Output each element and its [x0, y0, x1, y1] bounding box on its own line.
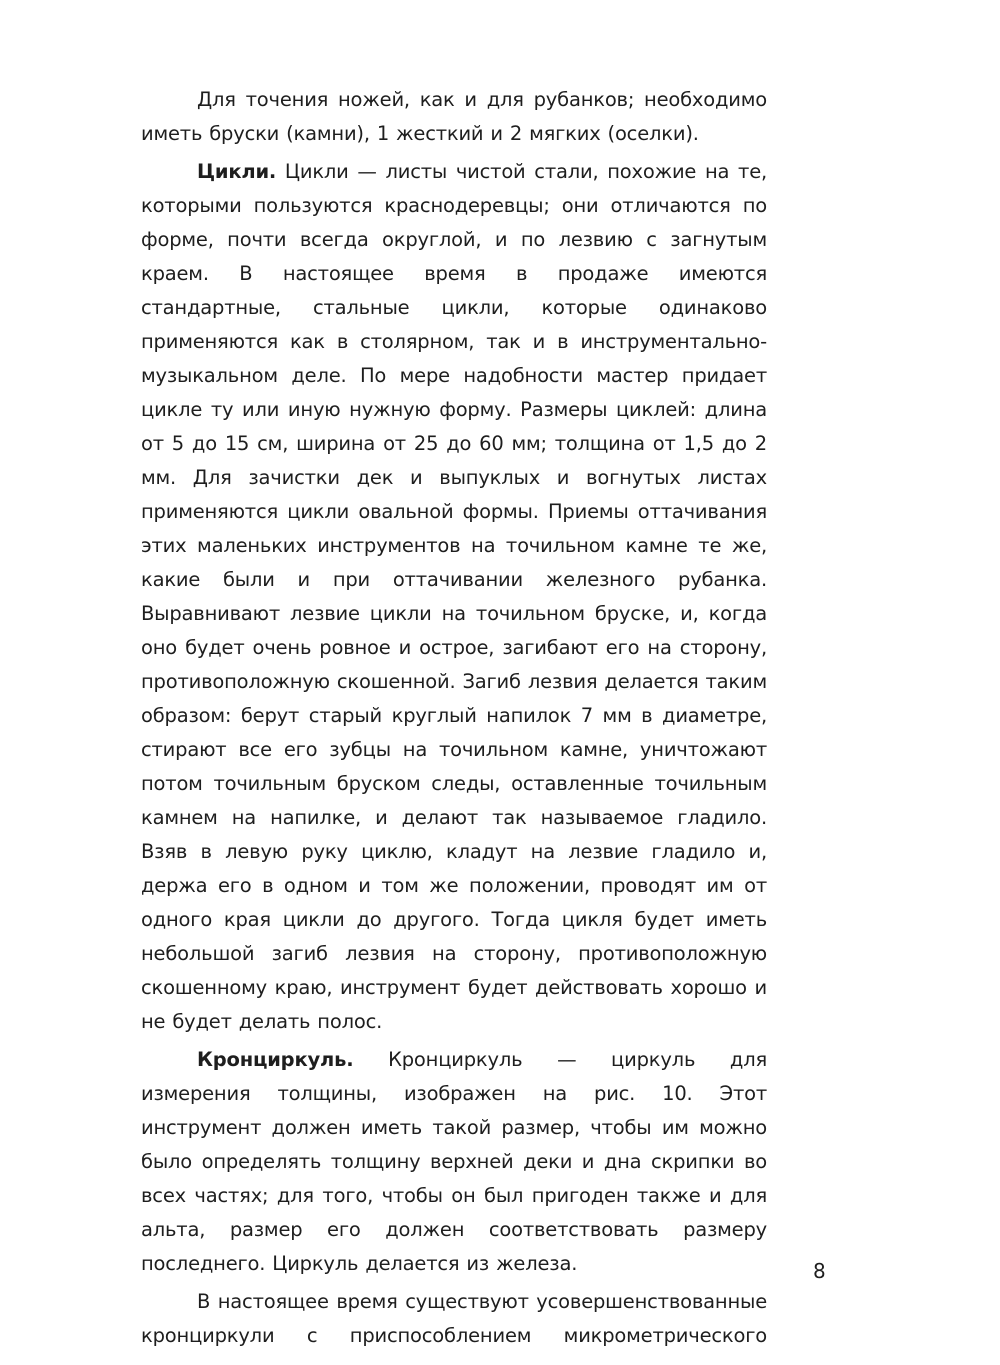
paragraph-text: Кронциркуль — циркуль для измерения толщины, изображен на рис. 10. Этот инструмент должен иметь такой размер, чтобы им можно было определять толщину верхней деки и дна скрипки во всех частях; для того, чтобы он был пригоден также и для альта, размер его должен соответствовать размеру последнего. Циркуль делается из железа. [141, 1048, 767, 1275]
paragraph-text: Цикли — листы чистой стали, похожие на те, которыми пользуются краснодеревцы; они отличаются по форме, почти всегда округлой, и по лезвию с загнутым краем. В настоящее время в продаже имеются стандартные, стальные цикли, которые одинаково применяются как в столярном, так и в инструментально-музыкальном деле. По мере надобности мастер придает цикле ту или иную нужную форму. Размеры циклей: длина от 5 до 15 см, ширина от 25 до 60 мм; толщина от 1,5 до 2 мм. Для зачистки дек и выпуклых и вогнутых листах применяются цикли овальной формы. Приемы оттачивания этих маленьких инструментов на точильном камне те же, какие были и при оттачивании железного рубанка. Выравнивают лезвие цикли на точильном бруске, и, когда оно будет очень ровное и острое, загибают его на сторону, противоположную скошенной. Загиб лезвия делается таким образом: берут старый круглый напилок 7 мм в диаметре, стирают все его зубцы на точильном камне, уничтожают потом точильным бруском следы, оставленные точильным камнем на напилке, и делают так называемое гладило. Взяв в левую руку циклю, кладут на лезвие гладило и, держа его в одном и том же положении, проводят им от одного края цикли до другого. Тогда цикля будет иметь небольшой загиб лезвия на сторону, противоположную скошенному краю, инструмент будет действовать хорошо и не будет делать полос. [141, 160, 767, 1033]
page-number: 8 [813, 1259, 826, 1283]
paragraph-text: Для точения ножей, как и для рубанков; необходимо иметь бруски (камни), 1 жесткий и 2 мягких (оселки). [141, 88, 767, 145]
scrapers-heading: Цикли. [197, 160, 277, 183]
paragraph-calipers [141, 1043, 767, 1281]
paragraph-scrapers [141, 155, 767, 1039]
page-body [141, 83, 767, 1353]
paragraph-text: В настоящее время существуют усовершенствованные кронциркули с приспособлением микрометрического [141, 1290, 767, 1347]
calipers-heading: Кронциркуль. [197, 1048, 354, 1071]
paragraph-sharpening-stones [141, 83, 767, 151]
paragraph-modern-calipers [141, 1285, 767, 1353]
